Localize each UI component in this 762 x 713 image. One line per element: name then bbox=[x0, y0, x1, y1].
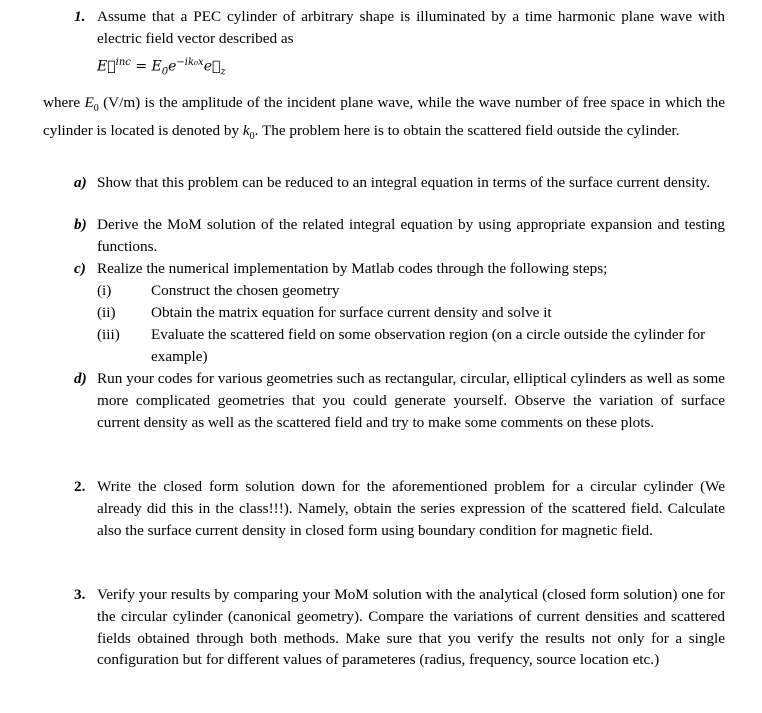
part-d-text: Run your codes for various geometries such as rectangular, circular, elliptical cylinders as well as some more complicated geometries that you could generate yourself. Observe the variation of surface current density as well as the scattered field and try to make some comments on these plots. bbox=[97, 370, 725, 431]
step-iii-label: (iii) bbox=[97, 326, 120, 343]
question-1-where-paragraph: where $E_0$ (V/m) is the amplitude of the incident plane wave, while the wave number of free space in which the cylinder is located is denoted by $k_0$. The problem here is to obtain the scattered field outside the cylinder. bbox=[43, 94, 725, 142]
part-c-text: Realize the numerical implementation by Matlab codes through the following steps; bbox=[97, 260, 608, 277]
question-1-intro: Assume that a PEC cylinder of arbitrary shape is illuminated by a time harmonic plane wave with electric field vector described as bbox=[97, 8, 725, 47]
question-2-text: Write the closed form solution down for the aforementioned problem for a circular cylinder (We already did this in the class!!!). Namely, obtain the series expression of the scattered field. Calculate also the surface current density in closed form using boundary condition for magnetic field. bbox=[97, 478, 725, 539]
part-d-label: d) bbox=[74, 370, 87, 387]
part-a-text: Show that this problem can be reduced to an integral equation in terms of the surface current density. bbox=[97, 174, 711, 191]
part-c-label: c) bbox=[74, 260, 86, 277]
question-3-number: 3. bbox=[74, 586, 86, 603]
step-ii-text: Obtain the matrix equation for surface current density and solve it bbox=[151, 304, 552, 321]
question-2-number: 2. bbox=[74, 478, 86, 495]
step-i-label: (i) bbox=[97, 282, 112, 299]
part-b-text: Derive the MoM solution of the related integral equation by using appropriate expansion and testing functions. bbox=[97, 216, 725, 255]
incident-field-equation: E⃗$^{inc}$ = $E_0e^{-ik_0x}e⃗_z$ bbox=[97, 57, 226, 78]
step-iii-text: Evaluate the scattered field on some observation region (on a circle outside the cylinder for example) bbox=[151, 326, 706, 365]
step-ii-label: (ii) bbox=[97, 304, 116, 321]
part-a-label: a) bbox=[74, 174, 87, 191]
question-1-number: 1. bbox=[74, 8, 86, 25]
part-b-label: b) bbox=[74, 216, 87, 233]
step-i-text: Construct the chosen geometry bbox=[151, 282, 340, 299]
question-3-text: Verify your results by comparing your MoM solution with the analytical (closed form solution) one for the circular cylinder (canonical geometry). Compare the variations of current densities and scattered fields obtained through both methods. Make sure that you verify the results not only for a single configuration but for different values of parameteres (radius, frequency, source location etc.) bbox=[97, 586, 725, 669]
